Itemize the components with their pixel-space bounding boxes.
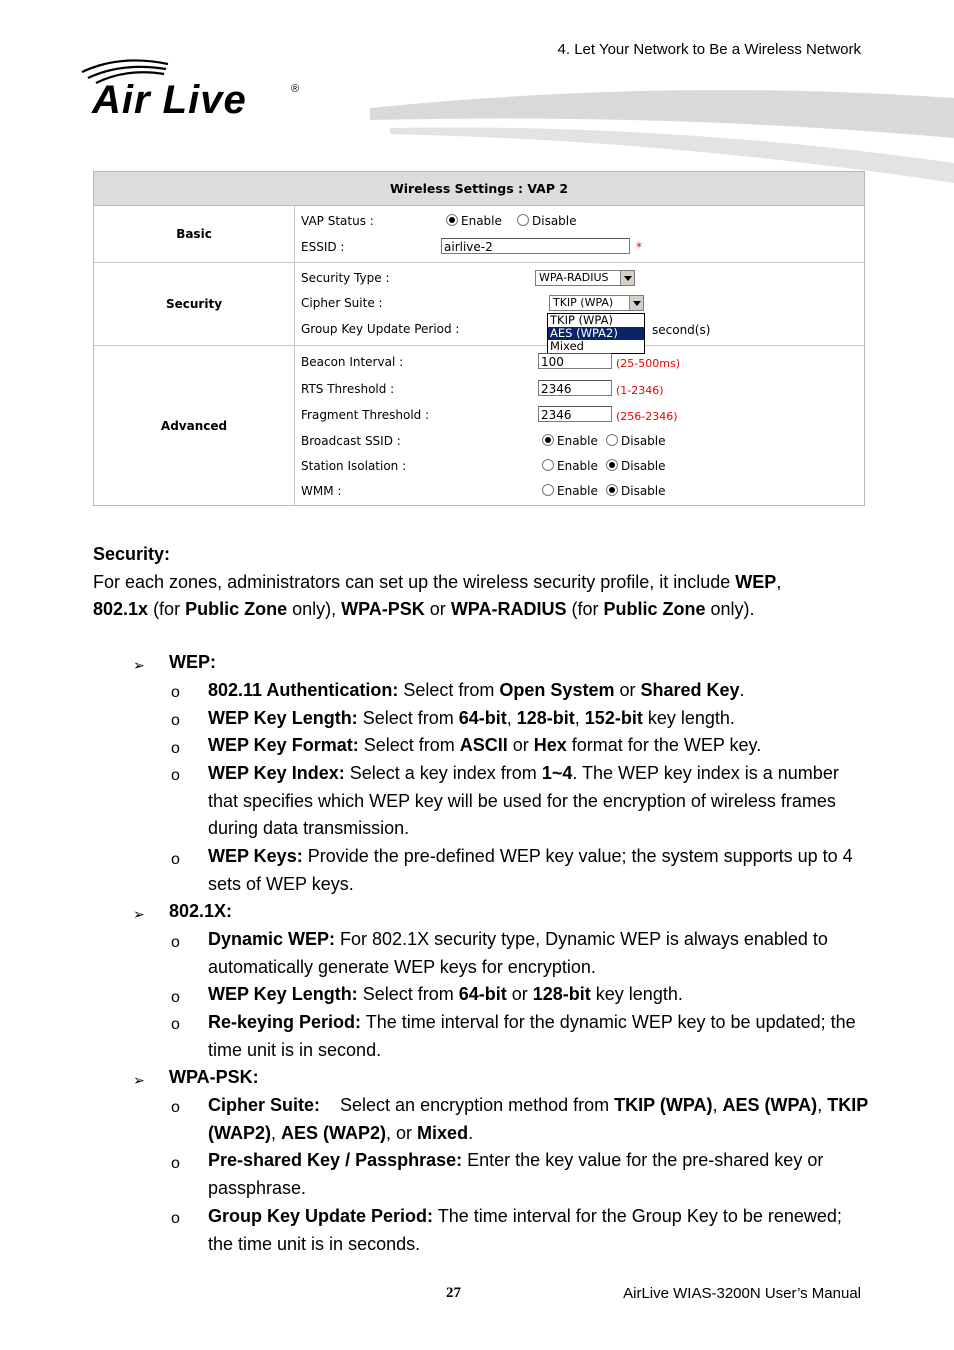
advanced-label: Advanced [94,345,295,506]
bullet-icon: ➢ [133,657,145,673]
circle-bullet-icon: o [171,684,180,701]
psk-item: Pre-shared Key / Passphrase: Enter the key value for the pre-shared key or passphrase. [208,1150,824,1198]
bullet-icon: ➢ [133,906,145,922]
cipher-option-aes[interactable]: AES (WPA2) [548,327,644,340]
wep-key-index-item: WEP Key Index: Select a key index from 1~4. The WEP key index is a number that specifies which WEP key will be used for the encryption of wireless frames during data transmission. [208,763,839,839]
page-number: 27 [446,1285,461,1301]
cipher-option-mixed[interactable]: Mixed [550,339,584,353]
dot1x-heading: 802.1X: [169,901,233,921]
circle-bullet-icon: o [171,934,180,951]
beacon-hint: (25-500ms) [616,357,680,370]
security-row [94,262,864,353]
seconds-unit: second(s) [652,323,711,337]
wep-key-length-item: WEP Key Length: Select from 64-bit, 128-bit, 152-bit key length. [208,708,735,728]
bssid-enable-radio[interactable]: Enable [542,434,598,448]
circle-bullet-icon: o [171,1099,180,1116]
circle-bullet-icon: o [171,1210,180,1227]
security-heading: Security: [93,544,171,564]
beacon-label: Beacon Interval : [301,355,404,369]
advanced-row [94,345,864,506]
wep-auth-item: 802.11 Authentication: Select from Open System or Shared Key. [208,680,745,700]
manual-title: AirLive WIAS-3200N User’s Manual [623,1285,861,1302]
wmm-label: WMM : [301,484,342,498]
chevron-down-icon[interactable] [629,296,643,310]
fragment-label: Fragment Threshold : [301,408,430,422]
circle-bullet-icon: o [171,767,180,784]
broadcast-ssid-label: Broadcast SSID : [301,434,401,448]
wmm-disable-radio[interactable]: Disable [606,484,666,498]
dynamic-wep-item: Dynamic WEP: For 802.1X security type, Dynamic WEP is always enabled to automatically generate WEP keys for encryption. [208,929,828,977]
rts-label: RTS Threshold : [301,382,395,396]
panel-title: Wireless Settings : VAP 2 [94,172,864,206]
wep-key-format-item: WEP Key Format: Select from ASCII or Hex format for the WEP key. [208,735,762,755]
essid-input[interactable]: airlive-2 [441,238,630,254]
logo-registered: ® [291,83,300,95]
essid-label: ESSID : [301,240,345,254]
rekeying-item: Re-keying Period: The time interval for the dynamic WEP key to be updated; the time unit is in second. [208,1012,856,1060]
security-type-select[interactable]: WPA-RADIUS [535,270,635,286]
fragment-hint: (256-2346) [616,410,678,423]
wep-heading: WEP: [169,652,216,672]
dot1x-key-length-item: WEP Key Length: Select from 64-bit or 128-bit key length. [208,984,683,1004]
cipher-suite-item: Cipher Suite: Select an encryption method from TKIP (WPA), AES (WPA), TKIP (WAP2), AES (WAP2), or Mixed. [208,1095,868,1143]
basic-row [94,206,864,263]
rts-input[interactable]: 2346 [538,380,612,396]
basic-label: Basic [94,206,295,262]
rts-hint: (1-2346) [616,384,664,397]
group-key-update-label: Group Key Update Period : [301,322,460,336]
circle-bullet-icon: o [171,1155,180,1172]
cipher-suite-label: Cipher Suite : [301,296,383,310]
wireless-settings-panel [93,171,865,506]
vap-disable-radio[interactable]: Disable [517,214,577,228]
wpapsk-heading: WPA-PSK: [169,1067,259,1087]
security-intro: For each zones, administrators can set up the wireless security profile, it include WEP, 802.1x (for Public Zone only), WPA-PSK or WPA-RADIUS (for Public Zone only). [93,571,782,620]
logo-text: Air Live [92,78,247,122]
circle-bullet-icon: o [171,1016,180,1033]
required-mark: * [636,240,642,254]
circle-bullet-icon: o [171,740,180,757]
vap-status-label: VAP Status : [301,214,374,228]
circle-bullet-icon: o [171,989,180,1006]
beacon-input[interactable]: 100 [538,353,612,369]
wmm-enable-radio[interactable]: Enable [542,484,598,498]
circle-bullet-icon: o [171,712,180,729]
security-label: Security [94,262,295,345]
bssid-disable-radio[interactable]: Disable [606,434,666,448]
chevron-down-icon[interactable] [620,271,634,285]
airlive-logo [80,56,310,126]
security-type-label: Security Type : [301,271,390,285]
vap-enable-radio[interactable]: Enable [446,214,502,228]
group-key-item: Group Key Update Period: The time interval for the Group Key to be renewed; the time unit is in seconds. [208,1206,842,1254]
security-section [93,541,868,624]
station-isolation-label: Station Isolation : [301,459,407,473]
circle-bullet-icon: o [171,851,180,868]
cipher-suite-select[interactable]: TKIP (WPA) [549,295,644,311]
iso-disable-radio[interactable]: Disable [606,459,666,473]
fragment-input[interactable]: 2346 [538,406,612,422]
iso-enable-radio[interactable]: Enable [542,459,598,473]
bullet-icon: ➢ [133,1072,145,1088]
cipher-option-tkip[interactable]: TKIP (WPA) [550,313,613,327]
wep-keys-item: WEP Keys: Provide the pre-defined WEP key value; the system supports up to 4 sets of WEP keys. [208,846,853,894]
chapter-header: 4. Let Your Network to Be a Wireless Network [557,41,861,58]
